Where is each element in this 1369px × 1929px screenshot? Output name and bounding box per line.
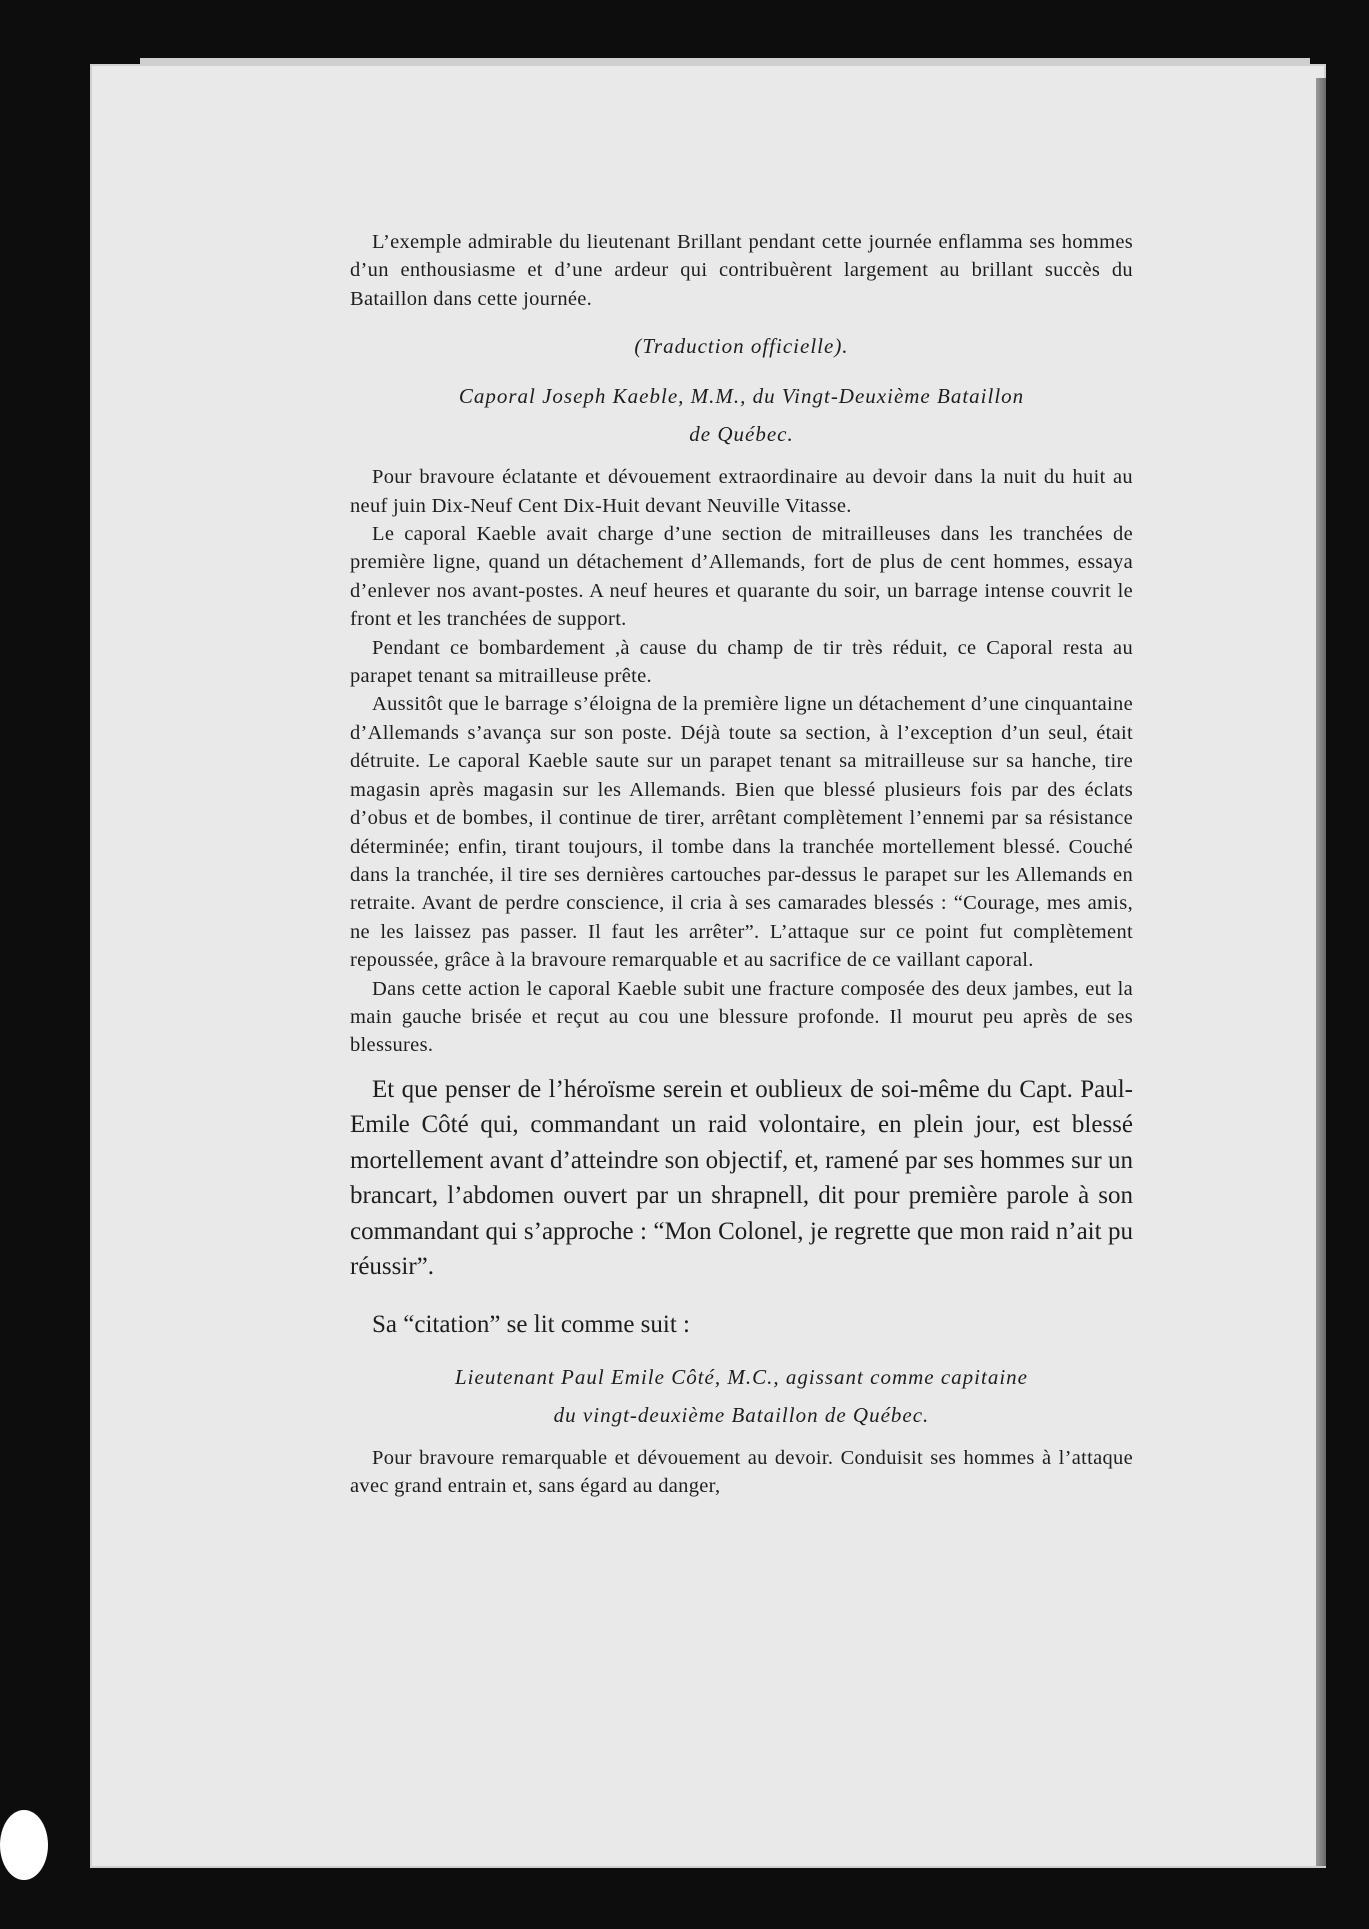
scan-artifact xyxy=(0,1810,48,1880)
kaeble-paragraph-2: Le caporal Kaeble avait charge d’une section de mitrailleuses dans les tranchées de première ligne, quand un détachement d’Allemands, fort de plus de cent hommes, essaya d’enlever nos avant-postes. A neuf heures et quarante du soir, un barrage intense couvrit le front et les tranchées de support. xyxy=(350,523,1133,631)
kaeble-paragraph-4: Aussitôt que le barrage s’éloigna de la première ligne un détachement d’une cinquantaine d’Allemands s’avança sur son poste. Déjà toute sa section, à l’exception d’un seul, était détruite. Le caporal Kaeble saute sur un parapet tenant sa mitrailleuse sur sa hanche, tire magasin après magasin sur les Allemands. Bien que blessé plusieurs fois par des éclats d’obus et de bombes, il continue de tirer, arrêtant complètement l’ennemi par sa résistance déterminée; enfin, tirant toujours, il tombe dans la tranchée mortellement blessé. Couché dans la tranchée, il tire ses dernières cartouches par-dessus le parapet sur les Allemands en retraite. Avant de perdre conscience, il cria à ses camarades blessés : “Courage, mes amis, ne les laissez pas passer. Il faut les arrêter”. L’attaque sur ce point fut complètement repoussée, grâce à la bravoure remarquable et au sacrifice de ce vaillant caporal. xyxy=(350,693,1133,972)
citation-cote-body xyxy=(350,1444,1133,1501)
citation-kaeble-title xyxy=(350,377,1133,453)
citation-cote-title-line1: Lieutenant Paul Emile Côté, M.C., agissant comme capitaine xyxy=(454,1364,1028,1389)
kaeble-paragraph-3: Pendant ce bombardement ,à cause du champ de tir très réduit, ce Caporal resta au parapet tenant sa mitrailleuse prête. xyxy=(350,636,1133,688)
page-right-edge xyxy=(1316,78,1326,1866)
citation-cote-title-line2: du vingt-deuxième Bataillon de Québec. xyxy=(553,1402,930,1427)
page-top-edge xyxy=(140,58,1310,66)
cote-paragraph-1: Et que penser de l’héroïsme serein et oublieux de soi-même du Capt. Paul-Emile Côté qui, commandant un raid volontaire, en plein jour, est blessé mortellement avant d’atteindre son objectif, et, ramené par ses hommes sur un brancart, l’abdomen ouvert par un shrapnell, dit pour première parole à son commandant qui s’approche : “Mon Colonel, je regrette que mon raid n’ait pu réussir”. xyxy=(350,1075,1133,1281)
citation-kaeble-title-line1: Caporal Joseph Kaeble, M.M., du Vingt-Deuxième Bataillon xyxy=(458,384,1025,409)
citation-kaeble-body xyxy=(350,463,1133,1060)
citation-cote-title xyxy=(350,1358,1133,1434)
translation-note: (Traduction officielle). xyxy=(634,334,849,359)
page-text xyxy=(350,228,1133,1501)
paragraph-brillant xyxy=(350,228,1133,313)
cote-body xyxy=(350,1072,1133,1285)
paragraph-1: L’exemple admirable du lieutenant Brillant pendant cette journée enflamma ses hommes d’un enthousiasme et d’une ardeur qui contribuèrent largement au brillant succès du Bataillon dans cette journée. xyxy=(350,231,1133,310)
kaeble-paragraph-1: Pour bravoure éclatante et dévouement extraordinaire au devoir dans la nuit du huit au neuf juin Dix-Neuf Cent Dix-Huit devant Neuville Vitasse. xyxy=(350,466,1133,517)
kaeble-paragraph-5: Dans cette action le caporal Kaeble subit une fracture composée des deux jambes, eut la main gauche brisée et reçut au cou une blessure profonde. Il mourut peu après de ses blessures. xyxy=(350,977,1133,1057)
cote-paragraph-2: Pour bravoure remarquable et dévouement au devoir. Conduisit ses hommes à l’attaque avec grand entrain et, sans égard au danger, xyxy=(350,1446,1133,1498)
cote-intro: Sa “citation” se lit comme suit : xyxy=(372,1310,690,1338)
citation-kaeble-title-line2: de Québec. xyxy=(689,422,794,447)
